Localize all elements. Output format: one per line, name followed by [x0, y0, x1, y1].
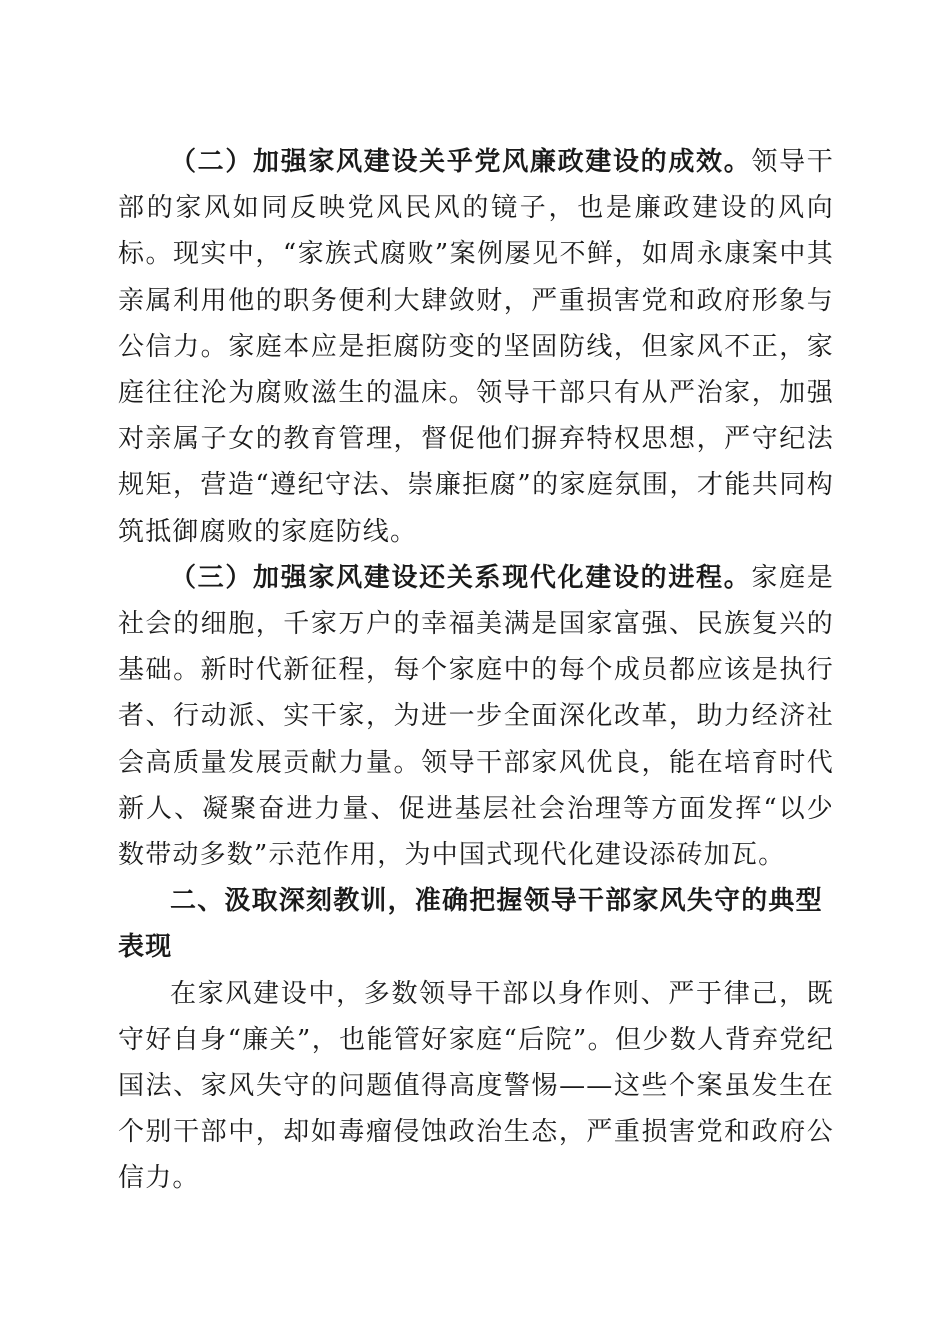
- paragraph-body: 家庭是社会的细胞，千家万户的幸福美满是国家富强、民族复兴的基础。新时代新征程，每个家庭中的每个成员都应该是执行者、行动派、实干家，为进一步全面深化改革，助力经济社会高质量发展贡献力量。领导干部家风优良，能在培育时代新人、凝聚奋进力量、促进基层社会治理等方面发挥“以少数带动多数”示范作用，为中国式现代化建设添砖加瓦。: [118, 562, 834, 871]
- paragraph-body: 领导干部的家风如同反映党风民风的镜子，也是廉政建设的风向标。现实中，“家族式腐败”案例屡见不鲜，如周永康案中其亲属利用他的职务便利大肆敛财，严重损害党和政府形象与公信力。家庭本应是拒腐防变的坚固防线，但家风不正，家庭往往沦为腐败滋生的温床。领导干部只有从严治家，加强对亲属子女的教育管理，督促他们摒弃特权思想，严守纪法规矩，营造“遵纪守法、崇廉拒腐”的家庭氛围，才能共同构筑抵御腐败的家庭防线。: [118, 147, 834, 547]
- section-heading: 二、汲取深刻教训，准确把握领导干部家风失守的典型表现: [118, 886, 823, 963]
- paragraph-family-style-clean-governance: [118, 139, 834, 555]
- paragraph-final: 在家风建设中，多数领导干部以身作则、严于律己，既守好自身“廉关”，也能管好家庭“后院”。但少数人背弃党纪国法、家风失守的问题值得高度警惕——这些个案虽发生在个别干部中，却如毒瘤侵蚀政治生态，严重损害党和政府公信力。: [118, 978, 834, 1194]
- paragraph-family-style-modernization: [118, 555, 834, 878]
- paragraph-lead: （二）加强家风建设关乎党风廉政建设的成效。: [170, 147, 752, 177]
- paragraph-lead: （三）加强家风建设还关系现代化建设的进程。: [170, 562, 752, 593]
- document-body: [118, 139, 834, 1202]
